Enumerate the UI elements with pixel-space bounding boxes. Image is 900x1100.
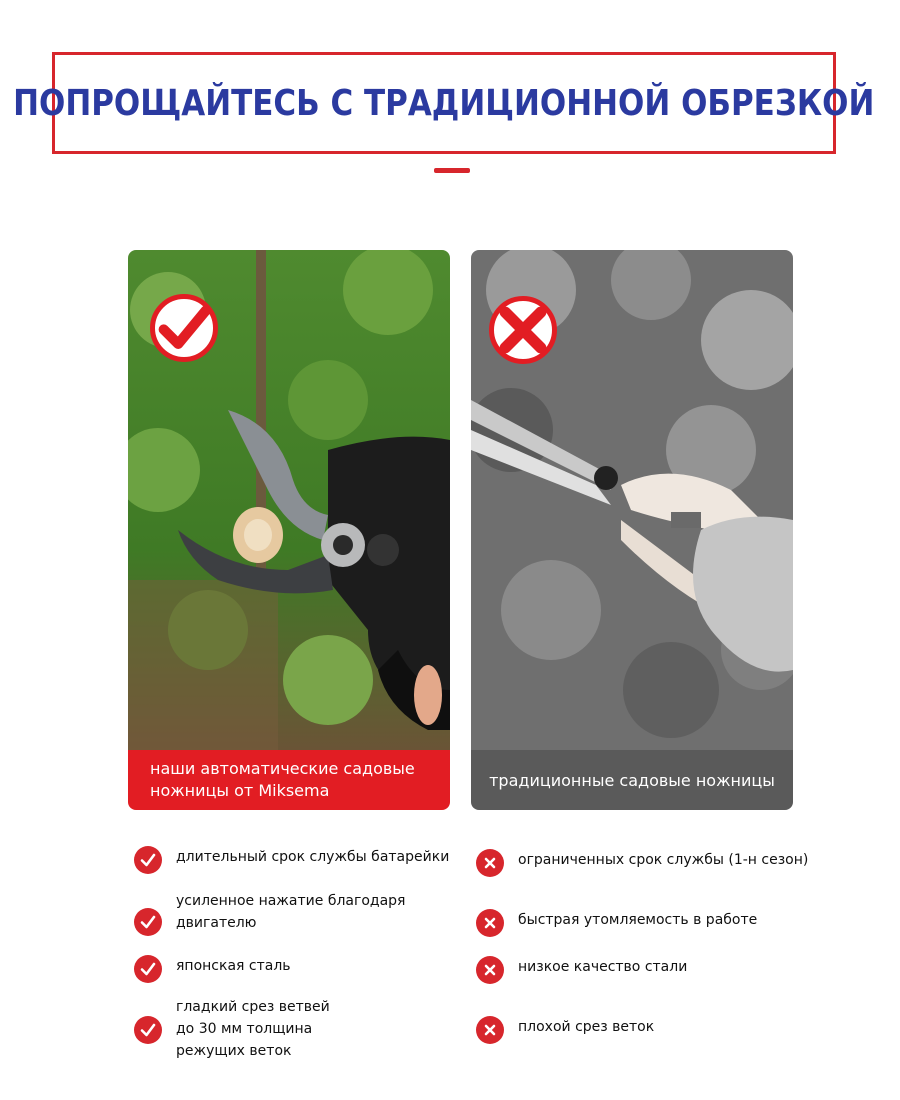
cross-icon	[494, 301, 552, 359]
con-item-3	[476, 956, 687, 984]
con-item-2	[476, 909, 757, 937]
con-item-4	[476, 1016, 654, 1044]
cross-icon	[476, 1016, 504, 1044]
check-icon	[134, 955, 162, 983]
traditional-shears-panel	[471, 250, 793, 810]
pro-item-2	[134, 890, 405, 936]
electric-pruner-caption	[128, 750, 450, 810]
check-icon	[134, 908, 162, 936]
traditional-shears-photo	[471, 250, 793, 750]
caption-text: традиционные садовые ножницы	[489, 770, 775, 790]
con-text: плохой срез веток	[518, 1019, 655, 1035]
cross-icon	[476, 956, 504, 984]
pro-item-3	[134, 955, 291, 983]
pro-text: гладкий срез ветвей до 30 мм толщина режущих веток	[176, 999, 330, 1059]
electric-pruner-panel	[128, 250, 450, 810]
con-text: ограниченных срок службы (1-н сезон)	[518, 852, 809, 868]
page-title: ПОПРОЩАЙТЕСЬ С ТРАДИЦИОННОЙ ОБРЕЗКОЙ	[13, 82, 875, 124]
cross-icon	[476, 849, 504, 877]
title-divider	[434, 168, 470, 173]
check-icon	[134, 1016, 162, 1044]
rejected-badge	[489, 296, 557, 364]
con-text: быстрая утомляемость в работе	[518, 912, 758, 928]
pro-item-4	[134, 996, 330, 1062]
traditional-shears-caption	[471, 750, 793, 810]
pro-text: усиленное нажатие благодаря двигателю	[176, 893, 406, 931]
con-text: низкое качество стали	[518, 959, 688, 975]
check-icon	[155, 299, 213, 357]
cross-icon	[476, 909, 504, 937]
con-item-1	[476, 849, 808, 877]
title-banner	[13, 52, 875, 154]
electric-pruner-photo	[128, 250, 450, 750]
pro-text: длительный срок службы батарейки	[176, 849, 450, 865]
approved-badge	[150, 294, 218, 362]
caption-text: наши автоматические садовые ножницы от Miksema	[150, 759, 415, 800]
pro-text: японская сталь	[176, 958, 291, 974]
pro-item-1	[134, 846, 449, 874]
check-icon	[134, 846, 162, 874]
